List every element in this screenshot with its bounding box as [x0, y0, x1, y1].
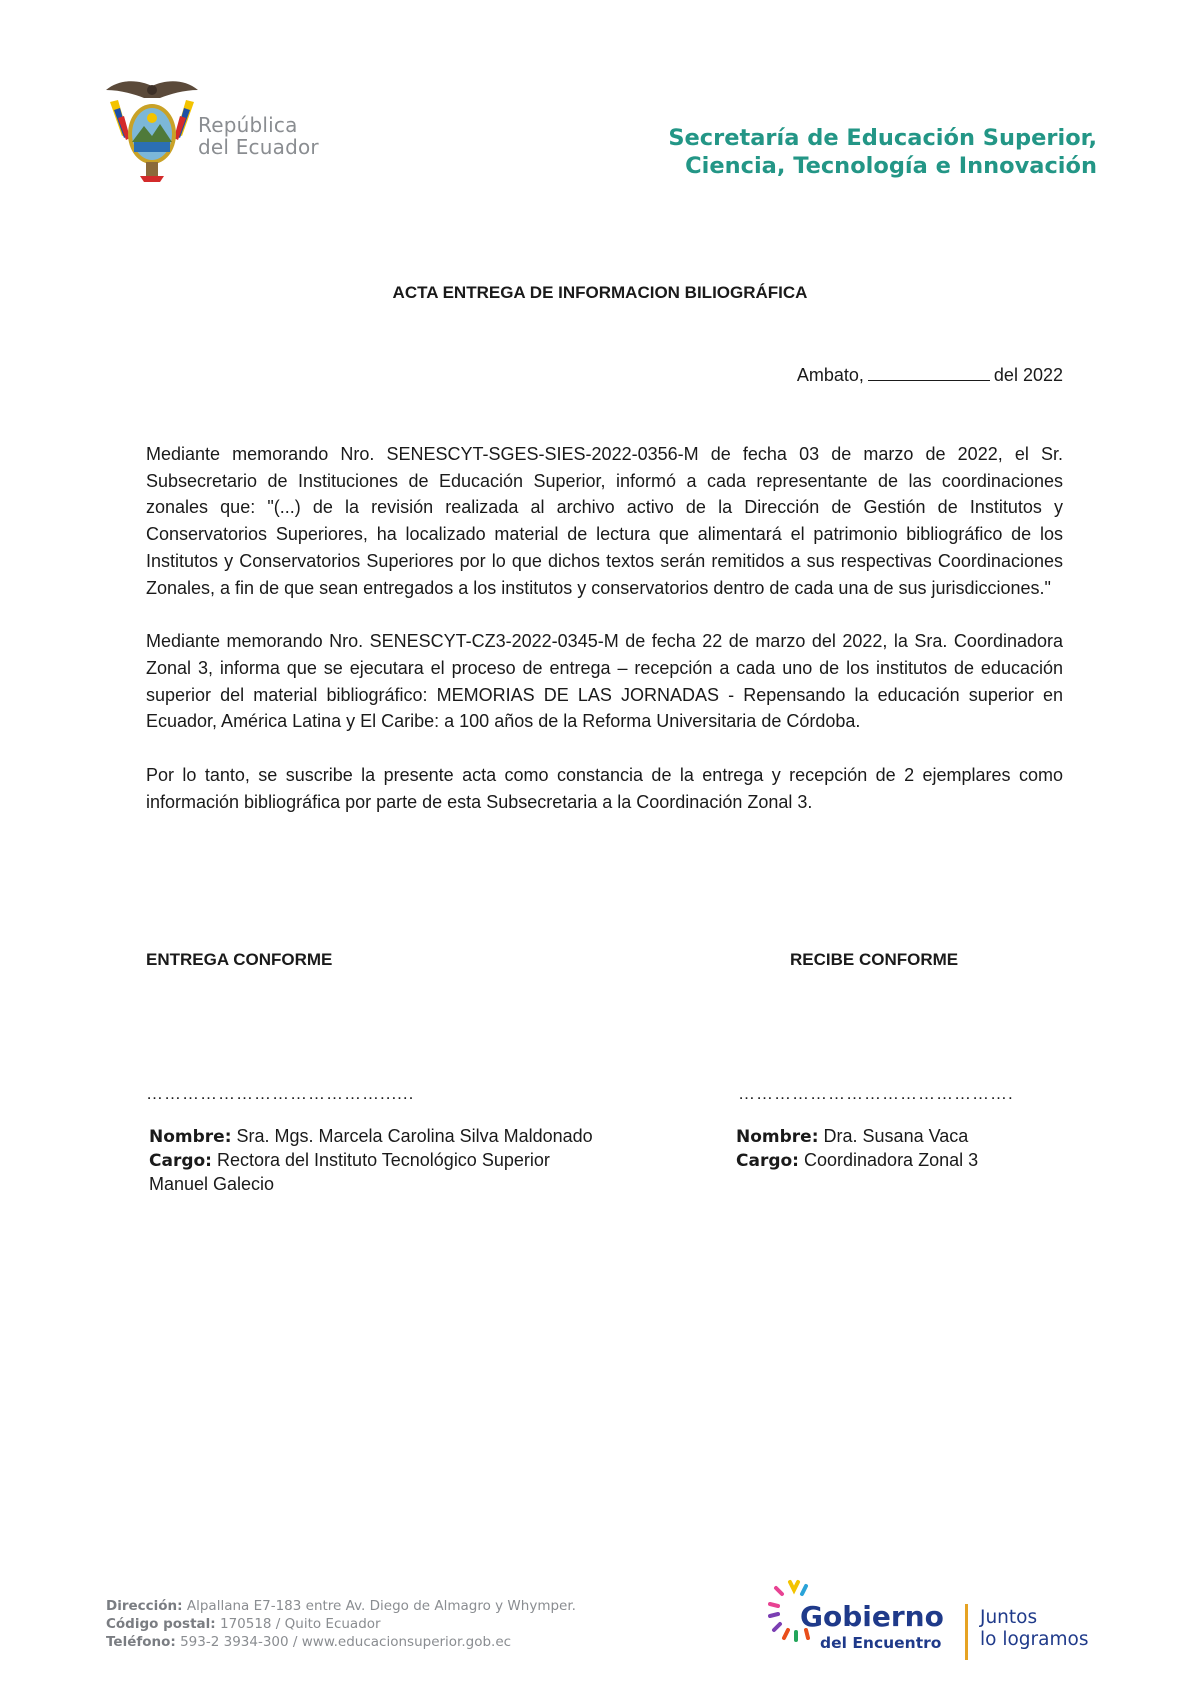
document-body	[146, 441, 1063, 842]
signature-line-left: …………………………………......	[146, 1084, 415, 1103]
name-label: Nombre:	[149, 1127, 232, 1147]
paragraph-1: Mediante memorando Nro. SENESCYT-SGES-SIES-2022-0356-M de fecha 03 de marzo de 2022, el Sr. Subsecretario de Instituciones de Educación Superior, informó a cada representante de las coordinaciones zonales que: "(...) de la revisión realizada al archivo activo de la Dirección de Gestión de Institutos y Conservatorios Superiores, ha localizado material de lectura que alimentará el patrimonio bibliográfico de los Institutos y Conservatorios Superiores por lo que dichos textos serán remitidos a sus respectivas Coordinaciones Zonales, a fin de que sean entregados a los institutos y conservatorios dentro de cada una de sus jurisdicciones."	[146, 444, 1063, 598]
secretaria-line2: Ciencia, Tecnología e Innovación	[685, 153, 1097, 179]
document-title: ACTA ENTREGA DE INFORMACION BILIOGRÁFICA	[392, 283, 808, 302]
signature-left-name-row	[149, 1125, 593, 1149]
footer-address	[106, 1597, 576, 1651]
cargo-label: Cargo:	[149, 1151, 212, 1171]
juntos-line1: Juntos	[980, 1607, 1038, 1628]
direccion-value: Alpallana E7-183 entre Av. Diego de Almagro y Whymper.	[186, 1598, 576, 1614]
signature-line-right: ……………………………………….	[738, 1084, 1014, 1103]
date-prefix: Ambato,	[796, 365, 864, 385]
footer-telefono-row	[106, 1633, 576, 1651]
date-line	[797, 364, 1063, 386]
signature-left-name: Sra. Mgs. Marcela Carolina Silva Maldonado	[236, 1126, 593, 1146]
signature-right-name: Dra. Susana Vaca	[823, 1126, 969, 1146]
date-suffix: del 2022	[993, 365, 1063, 385]
republica-del-ecuador-label	[198, 114, 319, 158]
recibe-conforme-heading: RECIBE CONFORME	[790, 950, 959, 969]
republica-line2: del Ecuador	[198, 135, 319, 159]
footer-codigo-row	[106, 1615, 576, 1633]
signature-right-cargo: Coordinadora Zonal 3	[804, 1150, 979, 1170]
footer-direccion-row	[106, 1597, 576, 1615]
juntos-lo-logramos-slogan	[980, 1607, 1088, 1651]
paragraph-2: Mediante memorando Nro. SENESCYT-CZ3-2022-0345-M de fecha 22 de marzo del 2022, la Sra. Coordinadora Zonal 3, informa que se ejecutara el proceso de entrega – recepción a cada uno de los institutos de educación superior del material bibliográfico: MEMORIAS DE LAS JORNADAS - Repensando la educación superior en Ecuador, América Latina y El Caribe: a 100 años de la Reforma Universitaria de Córdoba.	[146, 631, 1063, 732]
codigo-label: Código postal:	[106, 1616, 216, 1632]
direccion-label: Dirección:	[106, 1598, 183, 1614]
juntos-line2: lo logramos	[980, 1629, 1089, 1650]
gobierno-wordmark: Gobierno	[800, 1600, 944, 1633]
cargo-label: Cargo:	[736, 1151, 799, 1171]
telefono-label: Teléfono:	[106, 1634, 176, 1650]
signature-left-details	[149, 1125, 593, 1196]
telefono-value: 593-2 3934-300 / www.educacionsuperior.gob.ec	[180, 1634, 512, 1650]
paragraph-3: Por lo tanto, se suscribe la presente acta como constancia de la entrega y recepción de 2 ejemplares como información bibliográfica por parte de esta Subsecretaria a la Coordinación Zonal 3.	[146, 765, 1063, 812]
signature-right-details	[736, 1125, 978, 1173]
del-encuentro-wordmark: del Encuentro	[820, 1634, 942, 1652]
signature-left-cargo: Rectora del Instituto Tecnológico Superior	[217, 1150, 550, 1170]
footer-logo-separator	[965, 1604, 968, 1660]
coat-of-arms-icon	[100, 76, 204, 186]
republica-line1: República	[198, 113, 298, 137]
signature-left-cargo-row	[149, 1149, 593, 1173]
date-blank-field	[868, 364, 990, 381]
secretaria-name	[668, 124, 1097, 180]
signature-right-cargo-row	[736, 1149, 978, 1173]
signature-left-cargo-line2: Manuel Galecio	[149, 1174, 275, 1194]
codigo-value: 170518 / Quito Ecuador	[219, 1616, 381, 1632]
name-label: Nombre:	[736, 1127, 819, 1147]
signature-right-name-row	[736, 1125, 978, 1149]
entrega-conforme-heading: ENTREGA CONFORME	[146, 950, 333, 969]
secretaria-line1: Secretaría de Educación Superior,	[668, 125, 1097, 151]
